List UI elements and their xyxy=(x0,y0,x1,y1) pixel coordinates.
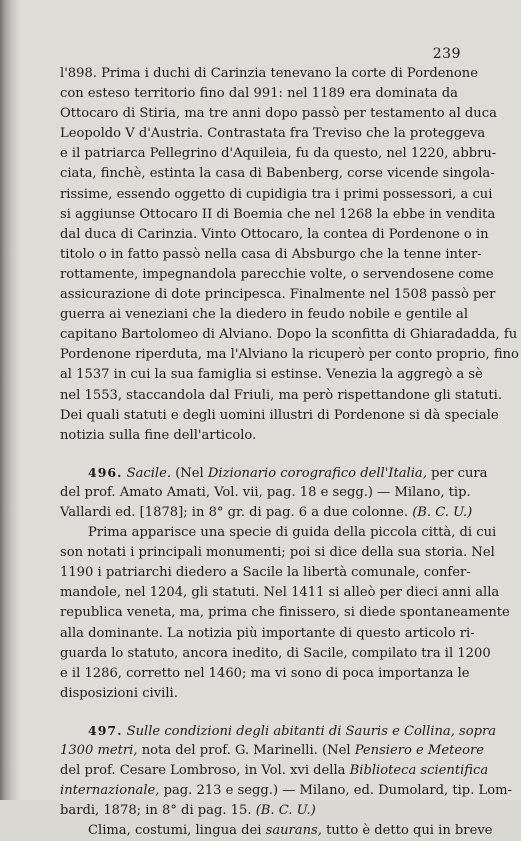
text-line: Ottocaro di Stiria, ma tre anni dopo passò per testamento al duca xyxy=(60,106,497,122)
text-line: republica veneta, ma, prima che finissero, si diede spontaneamente xyxy=(60,605,510,621)
entry-number: 497. xyxy=(88,722,123,738)
citation-text: nota del prof. G. Marinelli. (Nel xyxy=(141,743,351,758)
citation-line xyxy=(60,741,485,761)
text-line: Pordenone riperduta, ma l'Alviano la ricuperò per conto proprio, fino xyxy=(60,347,519,363)
citation-text: Vallardi ed. [1878]; in 8° gr. di pag. 6 a due colonne. xyxy=(60,504,409,520)
body-text xyxy=(60,64,519,841)
text-line: guarda lo statuto, ancora inedito, di Sacile, compilato tra il 1200 xyxy=(60,645,491,661)
library-ref: (B. C. U.) xyxy=(255,803,316,819)
binding-gutter xyxy=(0,0,20,800)
text-line: assicurazione di dote principesca. Finalmente nel 1508 passò per xyxy=(60,287,496,303)
entry-title: Sacile. xyxy=(126,465,172,481)
text-line: e il 1286, corretto nel 1460; ma vi sono di poca importanza le xyxy=(60,665,470,681)
text-line: Dei quali statuti e degli uomini illustri di Pordenone si dà speciale xyxy=(60,407,499,423)
body-text: tutto è detto qui in breve xyxy=(326,823,493,839)
citation-text: del prof. Cesare Lombroso, in Vol. xvi della xyxy=(60,763,346,779)
entry-496 xyxy=(60,463,510,704)
text-line: notizia sulla fine dell'articolo. xyxy=(60,427,257,443)
text-line: rissime, essendo oggetto di cupidigia tra i primi possessori, a cui xyxy=(60,186,493,202)
text-line: si aggiunse Ottocaro II di Boemia che nel 1268 la ebbe in vendita xyxy=(60,206,496,222)
citation-text: pag. 213 e segg.) — Milano, ed. Dumolard, tip. Lom- xyxy=(163,783,512,799)
citation-line xyxy=(60,503,473,523)
text-line: guerra ai veneziani che la diedero in feudo nobile e gentile al xyxy=(60,307,469,323)
citation-text: bardi, 1878; in 8° di pag. 15. xyxy=(60,803,252,819)
text-line: dal duca di Carinzia. Vinto Ottocaro, la contea di Pordenone o in xyxy=(60,226,489,242)
work-title: Dizionario corografico dell'Italia, xyxy=(207,465,427,481)
entry-number: 496. xyxy=(88,464,123,480)
text-line: alla dominante. La notizia più importante di questo articolo ri- xyxy=(60,625,475,641)
entry-heading xyxy=(60,721,497,741)
text-line: nel 1553, staccandola dal Friuli, ma però rispettandone gli statuti. xyxy=(60,387,502,403)
text-line: l'898. Prima i duchi di Carinzia tenevano la corte di Pordenone xyxy=(60,66,478,81)
text-line: titolo o in fatto passò nella casa di Absburgo che la tenne inter- xyxy=(60,246,482,262)
work-title: Biblioteca scientifica xyxy=(349,763,489,779)
text-line: rottamente, impegnandola parecchie volte, o servendosene come xyxy=(60,266,494,282)
work-title: internazionale, xyxy=(60,783,160,799)
page-number: 239 xyxy=(432,46,461,62)
text-line xyxy=(60,821,493,841)
citation-text: per cura xyxy=(431,465,488,481)
entry-title: Sulle condizioni degli abitanti di Sauris e Collina, sopra xyxy=(126,723,497,739)
library-ref: (B. C. U.) xyxy=(412,504,473,520)
paragraph-pordenone xyxy=(60,64,519,446)
text-line: e il patriarca Pellegrino d'Aquileia, fu da questo, nel 1220, abbru- xyxy=(60,146,497,162)
citation-line xyxy=(60,781,512,801)
text-line: 1190 i patriarchi diedero a Sacile la libertà comunale, confer- xyxy=(60,565,471,581)
text-line: disposizioni civili. xyxy=(60,685,178,701)
text-line: son notati i principali monumenti; poi si dice della sua storia. Nel xyxy=(60,545,495,561)
citation-text: (Nel xyxy=(175,465,204,481)
entry-title: 1300 metri, xyxy=(60,743,138,758)
text-line: Leopoldo V d'Austria. Contrastata fra Treviso che la proteggeva xyxy=(60,126,486,142)
entry-heading xyxy=(60,463,488,483)
italic-word: saurans, xyxy=(265,823,322,839)
text-line: al 1537 in cui la sua famiglia si estinse. Venezia la aggregò a sè xyxy=(60,367,483,383)
citation-line xyxy=(60,801,458,821)
work-title: Pensiero e Meteore xyxy=(354,743,485,758)
text-line: mandole, nel 1204, gli statuti. Nel 1411 si alleò per dieci anni alla xyxy=(60,585,500,601)
body-text: Clima, costumi, lingua dei xyxy=(88,823,262,839)
citation-line: del prof. Amato Amati, Vol. vii, pag. 18 e segg.) — Milano, tip. xyxy=(60,484,471,500)
citation-line xyxy=(60,761,489,781)
text-line: capitano Bartolomeo di Alviano. Dopo la sconfitta di Ghiaradadda, fu xyxy=(60,327,518,343)
entry-497 xyxy=(60,721,512,841)
text-line: Prima apparisce una specie di guida della piccola città, di cui xyxy=(88,525,497,541)
text-line: ciata, finchè, estinta la casa di Babenberg, corse vicende singola- xyxy=(60,166,495,182)
text-line: con esteso territorio fino dal 991: nel 1189 era dominata da xyxy=(60,86,458,102)
